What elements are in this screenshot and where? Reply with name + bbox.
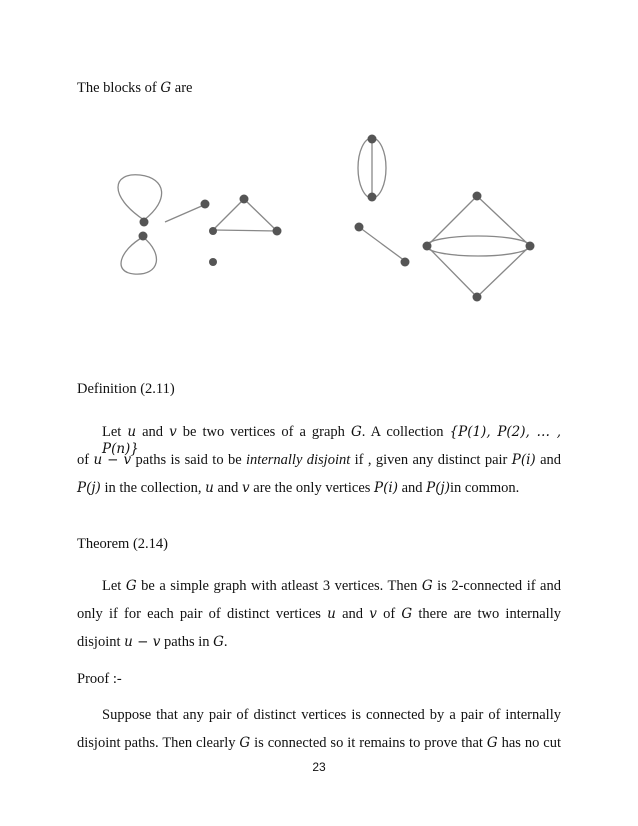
theorem-line-2: only if for each pair of distinct vertices u and v of G there are two internally [77,606,561,622]
vertex [201,200,210,209]
definition-line-3: P(j) in the collection, u and v are the only vertices P(i) and P(j)in common. [77,480,520,496]
proof-line-1: Suppose that any pair of distinct vertices is connected by a pair of internally [102,707,561,723]
proof-heading: Proof :- [77,671,122,687]
page-number: 23 [312,760,326,774]
definition-line-1: Let u and v be two vertices of a graph G. A collection {P(1), P(2), … , P(n)} [102,424,561,457]
diamond-edge-1 [427,196,477,246]
edge-bridge-1 [165,205,204,222]
theorem-line-1: Let G be a simple graph with atleast 3 vertices. Then G is 2-connected if and [102,578,561,594]
vertex [209,258,217,266]
vertex [209,227,217,235]
vertex [401,258,410,267]
vertex [368,193,377,202]
vertex [273,227,282,236]
definition-line-2: of u − v paths is said to be internally disjoint if , given any distinct pair P(i) and [77,452,562,468]
vertex [355,223,364,232]
upper-loop [118,175,162,220]
edge-bridge-2 [359,227,405,261]
triangle-edge-2 [244,199,277,231]
vertex [140,218,149,227]
diamond-edge-4 [427,246,477,297]
intro-line: The blocks of G are [77,80,193,96]
vertex [368,135,377,144]
vertex [240,195,249,204]
vertex [473,293,482,302]
theorem-line-3: disjoint u − v paths in G. [77,634,228,650]
triangle-edge-1 [213,199,244,230]
lower-loop [121,237,156,274]
triangle-edge-3 [213,230,277,231]
diamond-edge-2 [477,196,530,246]
diamond-ellipse [426,236,530,256]
diamond-edge-3 [477,246,530,297]
proof-line-2: disjoint paths. Then clearly G is connected so it remains to prove that G has no cut [77,735,561,751]
vertex [473,192,482,201]
vertex [423,242,432,251]
vertex [526,242,535,251]
vertex [139,232,148,241]
theorem-heading: Theorem (2.14) [77,536,168,552]
definition-heading: Definition (2.11) [77,381,175,397]
